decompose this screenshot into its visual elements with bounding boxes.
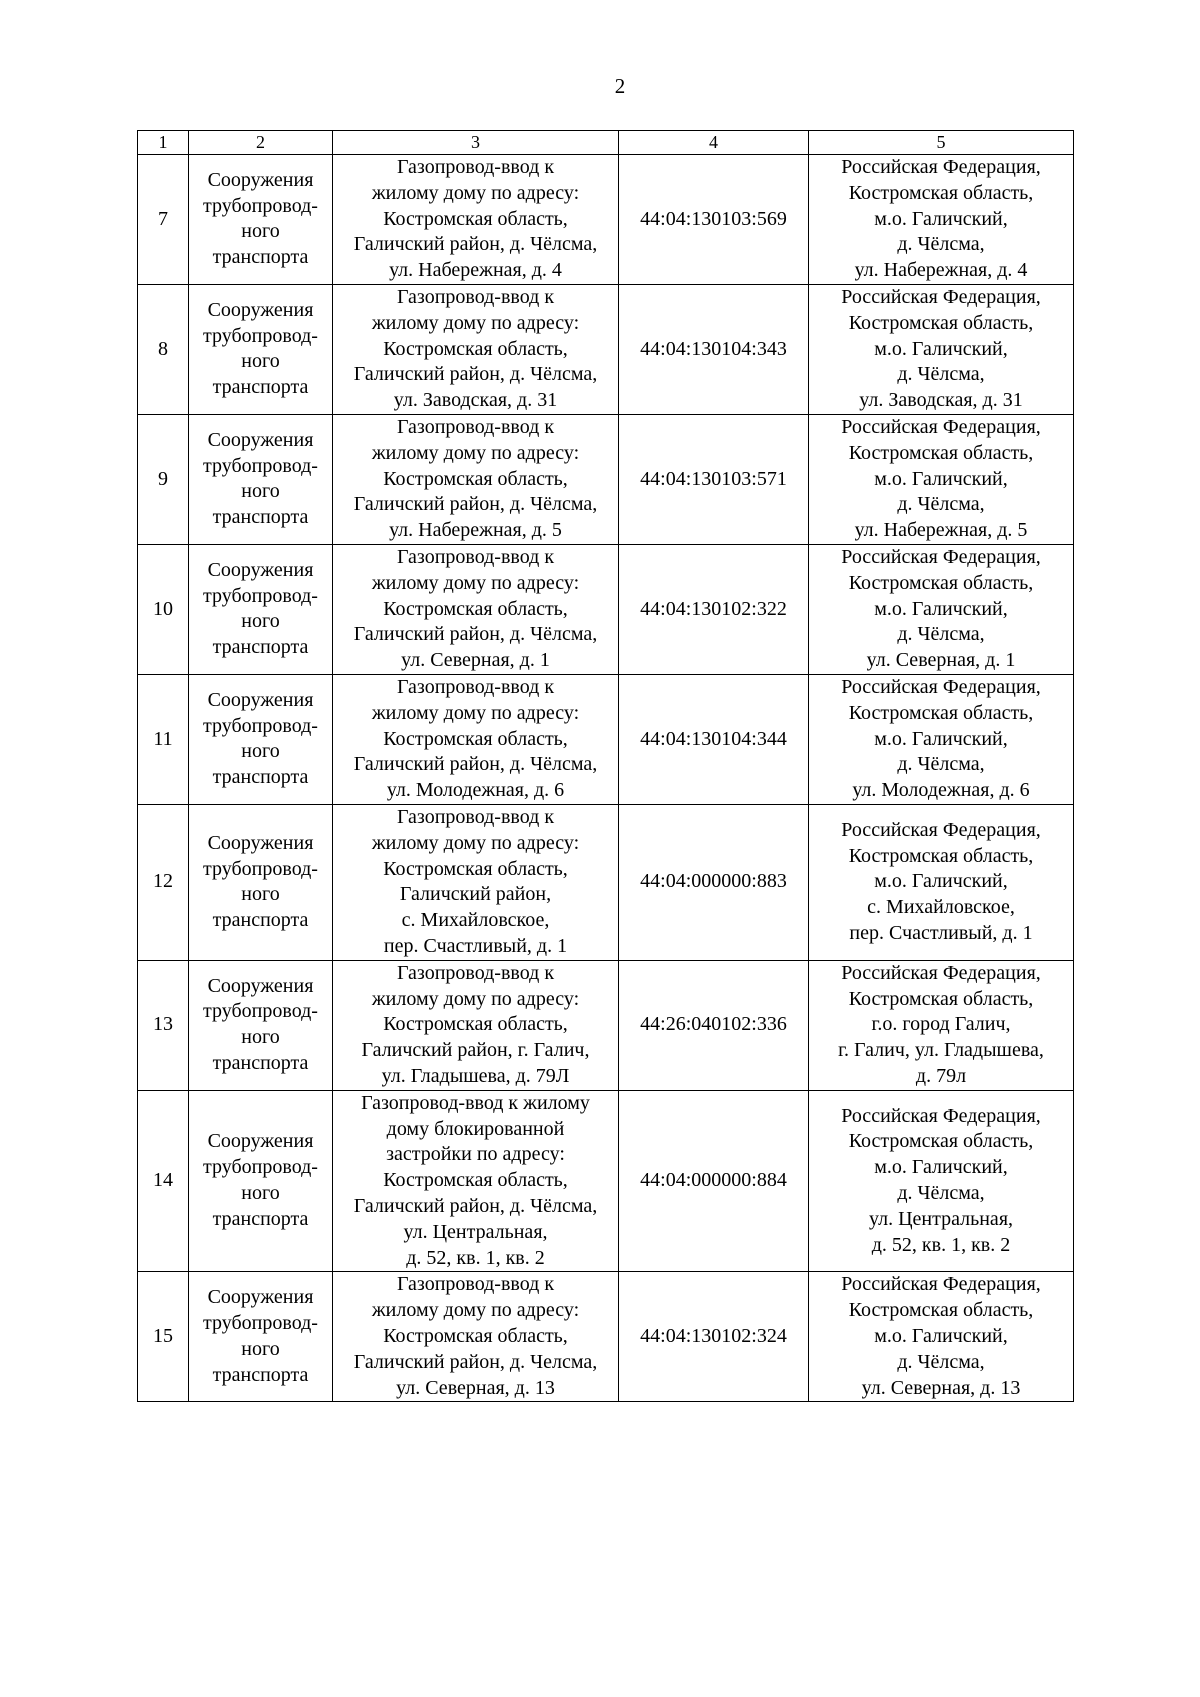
cadastral-number: 44:04:000000:883	[619, 804, 809, 960]
object-name: Газопровод-ввод к жилому дому по адресу: Костромская область, Галичский район, д. Чёлсма, ул. Набережная, д. 5	[333, 414, 619, 544]
row-number: 12	[138, 804, 189, 960]
cadastral-number: 44:04:130103:569	[619, 155, 809, 285]
cadastral-number: 44:04:130102:324	[619, 1272, 809, 1402]
property-registry-table	[137, 130, 1074, 1402]
table-header-row	[138, 131, 1074, 155]
row-number: 8	[138, 284, 189, 414]
column-header-number: 1	[138, 131, 189, 155]
row-number: 15	[138, 1272, 189, 1402]
cadastral-number: 44:04:000000:884	[619, 1090, 809, 1272]
table-row	[138, 804, 1074, 960]
table-row	[138, 674, 1074, 804]
object-type: Сооружения трубопровод- ного транспорта	[189, 155, 333, 285]
object-type: Сооружения трубопровод- ного транспорта	[189, 414, 333, 544]
object-name: Газопровод-ввод к жилому дому по адресу: Костромская область, Галичский район, с. Михайловское, пер. Счастливый, д. 1	[333, 804, 619, 960]
object-type: Сооружения трубопровод- ного транспорта	[189, 960, 333, 1090]
column-header-address: 5	[809, 131, 1074, 155]
object-type: Сооружения трубопровод- ного транспорта	[189, 284, 333, 414]
table-row	[138, 155, 1074, 285]
object-name: Газопровод-ввод к жилому дому по адресу: Костромская область, Галичский район, д. Чёлсма, ул. Молодежная, д. 6	[333, 674, 619, 804]
row-number: 7	[138, 155, 189, 285]
row-number: 11	[138, 674, 189, 804]
object-name: Газопровод-ввод к жилому дому по адресу: Костромская область, Галичский район, д. Чёлсма, ул. Заводская, д. 31	[333, 284, 619, 414]
object-address: Российская Федерация, Костромская область, м.о. Галичский, д. Чёлсма, ул. Северная, д. 13	[809, 1272, 1074, 1402]
column-header-cadastral: 4	[619, 131, 809, 155]
object-type: Сооружения трубопровод- ного транспорта	[189, 1090, 333, 1272]
object-address: Российская Федерация, Костромская область, м.о. Галичский, д. Чёлсма, ул. Набережная, д. 5	[809, 414, 1074, 544]
object-type: Сооружения трубопровод- ного транспорта	[189, 674, 333, 804]
object-type: Сооружения трубопровод- ного транспорта	[189, 1272, 333, 1402]
object-name: Газопровод-ввод к жилому дому блокированной застройки по адресу: Костромская область, Галичский район, д. Чёлсма, ул. Центральная, д. 52, кв. 1, кв. 2	[333, 1090, 619, 1272]
row-number: 14	[138, 1090, 189, 1272]
row-number: 10	[138, 544, 189, 674]
cadastral-number: 44:04:130104:344	[619, 674, 809, 804]
object-address: Российская Федерация, Костромская область, м.о. Галичский, д. Чёлсма, ул. Набережная, д. 4	[809, 155, 1074, 285]
table-row	[138, 1090, 1074, 1272]
object-name: Газопровод-ввод к жилому дому по адресу: Костромская область, Галичский район, г. Галич, ул. Гладышева, д. 79Л	[333, 960, 619, 1090]
table-row	[138, 544, 1074, 674]
object-address: Российская Федерация, Костромская область, м.о. Галичский, д. Чёлсма, ул. Заводская, д. 31	[809, 284, 1074, 414]
table-row	[138, 1272, 1074, 1402]
page-number: 2	[614, 74, 626, 98]
cadastral-number: 44:04:130104:343	[619, 284, 809, 414]
object-address: Российская Федерация, Костромская область, м.о. Галичский, д. Чёлсма, ул. Центральная, д. 52, кв. 1, кв. 2	[809, 1090, 1074, 1272]
object-name: Газопровод-ввод к жилому дому по адресу: Костромская область, Галичский район, д. Чёлсма, ул. Северная, д. 1	[333, 544, 619, 674]
object-address: Российская Федерация, Костромская область, м.о. Галичский, с. Михайловское, пер. Счастливый, д. 1	[809, 804, 1074, 960]
table-row	[138, 960, 1074, 1090]
cadastral-number: 44:04:130102:322	[619, 544, 809, 674]
cadastral-number: 44:04:130103:571	[619, 414, 809, 544]
object-address: Российская Федерация, Костромская область, м.о. Галичский, д. Чёлсма, ул. Северная, д. 1	[809, 544, 1074, 674]
column-header-name: 3	[333, 131, 619, 155]
object-name: Газопровод-ввод к жилому дому по адресу: Костромская область, Галичский район, д. Челсма, ул. Северная, д. 13	[333, 1272, 619, 1402]
table-row	[138, 414, 1074, 544]
object-type: Сооружения трубопровод- ного транспорта	[189, 544, 333, 674]
object-name: Газопровод-ввод к жилому дому по адресу: Костромская область, Галичский район, д. Чёлсма, ул. Набережная, д. 4	[333, 155, 619, 285]
object-address: Российская Федерация, Костромская область, г.о. город Галич, г. Галич, ул. Гладышева, д. 79л	[809, 960, 1074, 1090]
table-row	[138, 284, 1074, 414]
object-address: Российская Федерация, Костромская область, м.о. Галичский, д. Чёлсма, ул. Молодежная, д. 6	[809, 674, 1074, 804]
column-header-type: 2	[189, 131, 333, 155]
row-number: 13	[138, 960, 189, 1090]
row-number: 9	[138, 414, 189, 544]
cadastral-number: 44:26:040102:336	[619, 960, 809, 1090]
object-type: Сооружения трубопровод- ного транспорта	[189, 804, 333, 960]
